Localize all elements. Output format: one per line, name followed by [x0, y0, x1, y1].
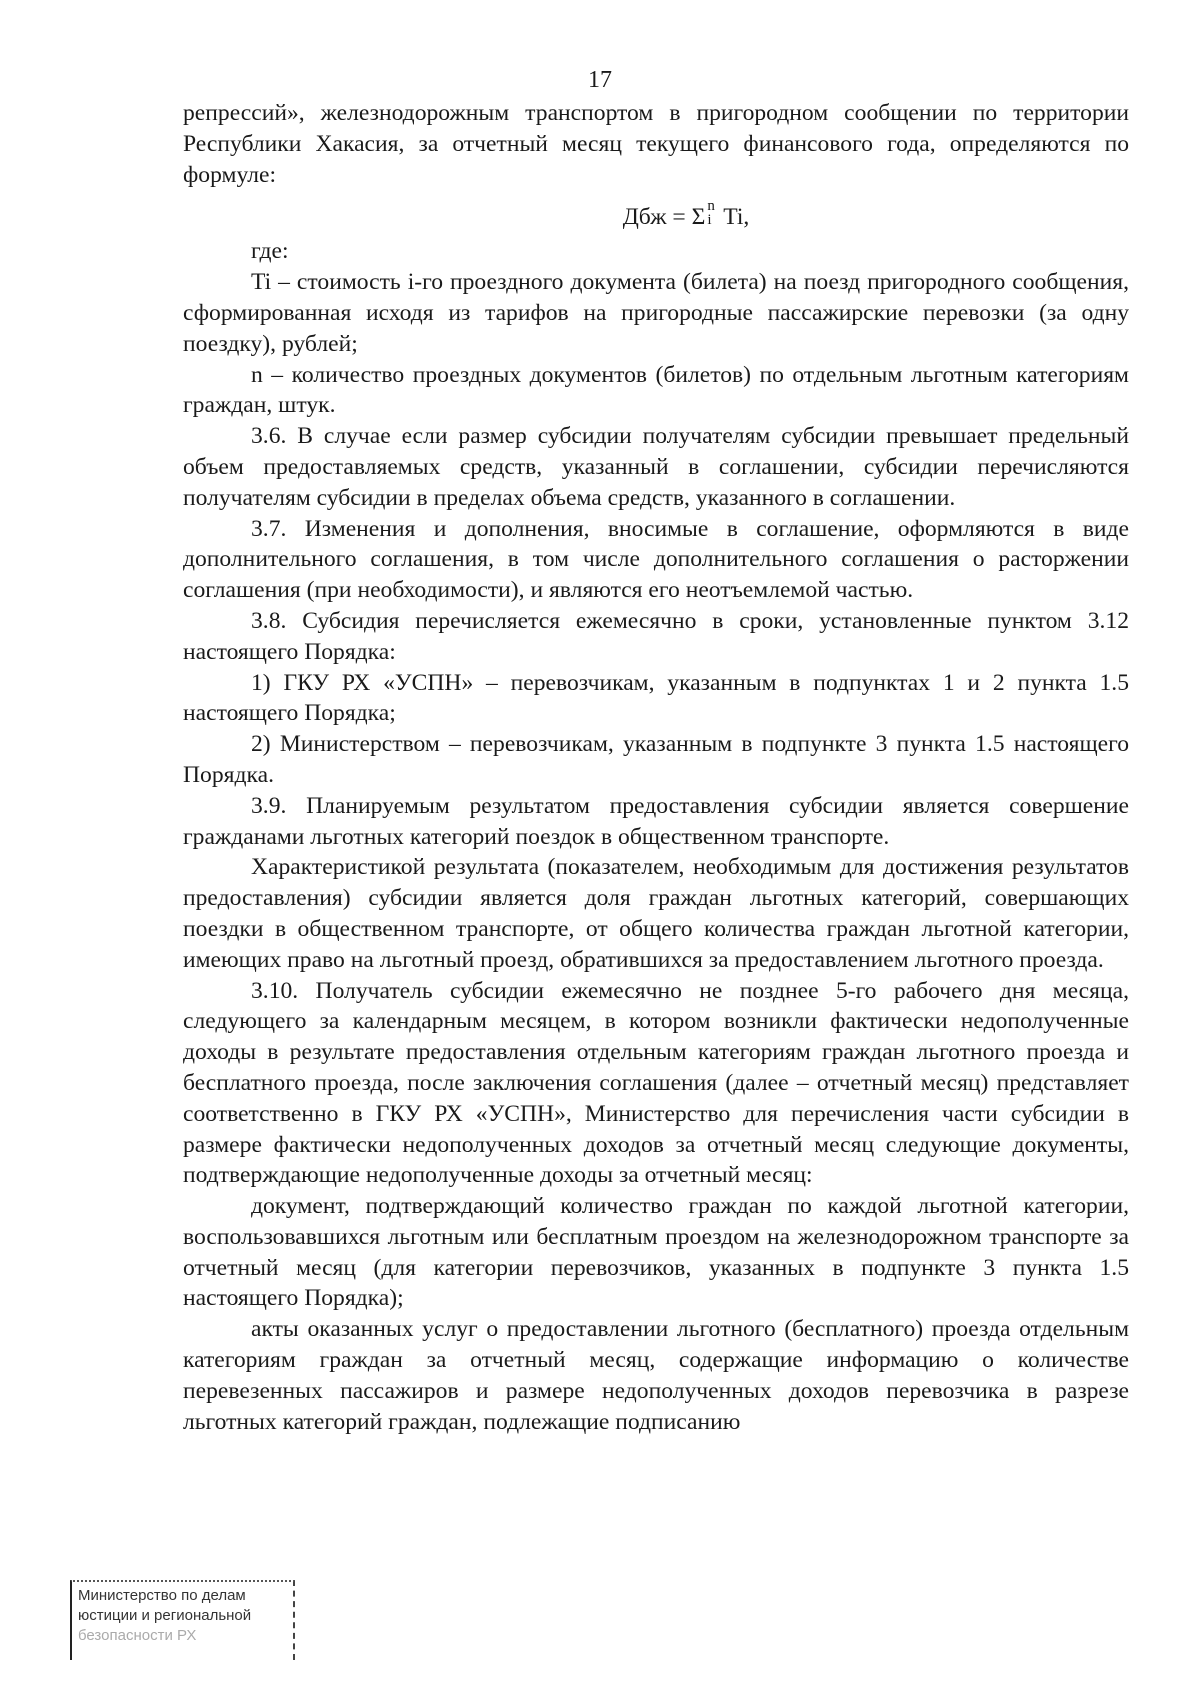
- paragraph-3-10: 3.10. Получатель субсидии ежемесячно не позднее 5-го рабочего дня месяца, следующего за календарным месяцем, в котором возникли фактически недополученные доходы в результате предоставления отдельным категориям граждан льготного проезда и бесплатного проезда, после заключения соглашения (далее – отчетный месяц) представляет соответственно в ГКУ РХ «УСПН», Министерство для перечисления части субсидии в размере фактически недополученных доходов за отчетный месяц следующие документы, подтверждающие недополученные доходы за отчетный месяц:: [183, 977, 1129, 1189]
- paragraph-3-8-item-1: 1) ГКУ РХ «УСПН» – перевозчикам, указанным в подпунктах 1 и 2 пункта 1.5 настоящего Порядка;: [183, 669, 1129, 727]
- stamp-line-2: юстиции и региональной: [78, 1607, 252, 1624]
- formula-rhs: Ti,: [717, 204, 750, 231]
- paragraph-3-8: 3.8. Субсидия перечисляется ежемесячно в сроки, установленные пунктом 3.12 настоящего Порядка:: [183, 607, 1129, 665]
- paragraph-3-6: 3.6. В случае если размер субсидии получателям субсидии превышает предельный объем предоставляемых средств, указанный в соглашении, субсидии перечисляются получателям субсидии в пределах объема средств, указанного в соглашении.: [183, 423, 1129, 511]
- stamp-line-1: Министерство по делам: [78, 1587, 246, 1604]
- paragraph-result-characteristic: Характеристикой результата (показателем, необходимым для достижения результатов предоставления) субсидии является доля граждан льготных категорий, совершающих поездки в общественном транспорте, от общего количества граждан льготной категории, имеющих право на льготный проезд, обратившихся за предоставлением льготного проезда.: [183, 854, 1129, 973]
- document-body: [183, 98, 1129, 1437]
- paragraph-3-7: 3.7. Изменения и дополнения, вносимые в соглашение, оформляются в виде дополнительного соглашения, в том числе дополнительного соглашения о расторжении соглашения (при необходимости), и являются его неотъемлемой частью.: [183, 515, 1129, 604]
- formula-lhs: Дбж = Σ: [622, 204, 706, 231]
- formula: [183, 197, 1129, 234]
- paragraph-3-8-item-2: 2) Министерством – перевозчикам, указанным в подпункте 3 пункта 1.5 настоящего Порядка.: [183, 731, 1129, 788]
- paragraph-document-count: документ, подтверждающий количество граждан по каждой льготной категории, воспользовавшихся льготным или бесплатным проездом на железнодорожном транспорте за отчетный месяц (для категории перевозчиков, указанных в подпункте 3 пункта 1.5 настоящего Порядка);: [183, 1193, 1129, 1312]
- intro-paragraph: репрессий», железнодорожным транспортом в пригородном сообщении по территории Республики Хакасия, за отчетный месяц текущего финансового года, определяются по формуле:: [183, 100, 1129, 188]
- where-label: где:: [251, 238, 289, 265]
- paragraph-ti-definition: Ti – стоимость i-го проездного документа (билета) на поезд пригородного сообщения, сформированная исходя из тарифов на пригородные пассажирские перевозки (за одну поездку), рублей;: [183, 269, 1129, 357]
- formula-limits: [705, 197, 717, 229]
- paragraph-service-acts: акты оказанных услуг о предоставлении льготного (бесплатного) проезда отдельным категориям граждан за отчетный месяц, содержащие информацию о количестве перевезенных пассажиров и размере недополученных доходов перевозчика в разрезе льготных категорий граждан, подлежащие подписанию: [183, 1316, 1129, 1435]
- paragraph-3-9: 3.9. Планируемым результатом предоставления субсидии является совершение гражданами льготных категорий поездок в общественном транспорте.: [183, 792, 1129, 850]
- formula-sup: n: [707, 197, 715, 214]
- stamp-line-3: безопасности РХ: [78, 1627, 197, 1644]
- ministry-stamp: [70, 1580, 295, 1660]
- paragraph-n-definition: n – количество проездных документов (билетов) по отдельным льготным категориям граждан, штук.: [183, 361, 1129, 419]
- page-number: 17: [588, 67, 612, 93]
- formula-sub: i: [707, 211, 712, 228]
